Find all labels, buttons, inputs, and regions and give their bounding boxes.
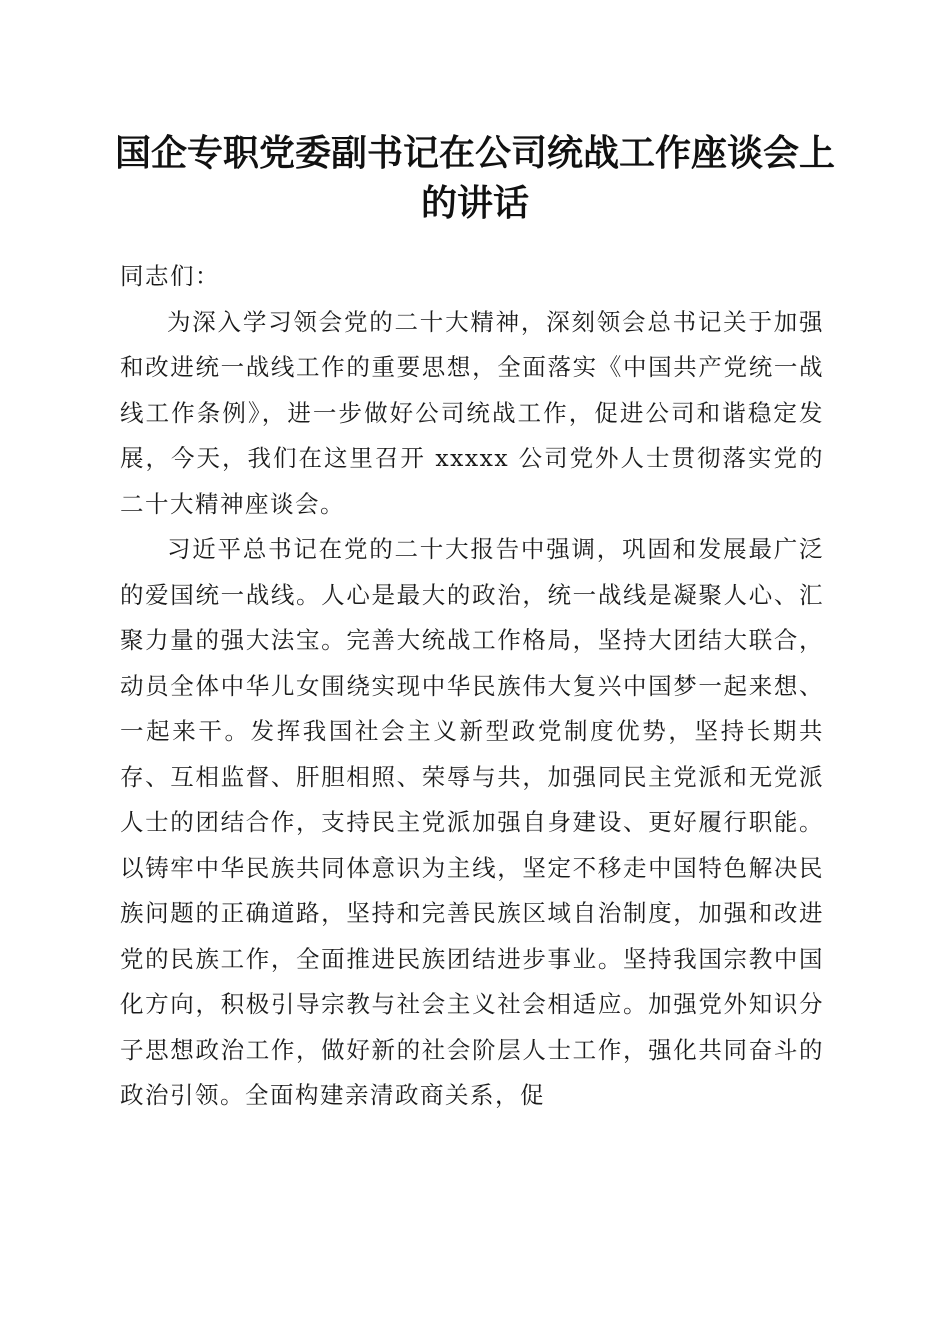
paragraph: 习近平总书记在党的二十大报告中强调，巩固和发展最广泛的爱国统一战线。人心是最大的政治，统一战线是凝聚人心、汇聚力量的强大法宝。完善大统战工作格局，坚持大团结大联合，动员全体中华儿女围绕实现中华民族伟大复兴中国梦一起来想、一起来干。发挥我国社会主义新型政党制度优势，坚持长期共存、互相监督、肝胆相照、荣辱与共，加强同民主党派和无党派人士的团结合作，支持民主党派加强自身建设、更好履行职能。以铸牢中华民族共同体意识为主线，坚定不移走中国特色解决民族问题的正确道路，坚持和完善民族区域自治制度，加强和改进党的民族工作，全面推进民族团结进步事业。坚持我国宗教中国化方向，积极引导宗教与社会主义社会相适应。加强党外知识分子思想政治工作，做好新的社会阶层人士工作，强化共同奋斗的政治引领。全面构建亲清政商关系，促 — [120, 535, 824, 1109]
paragraph: 为深入学习领会党的二十大精神，深刻领会总书记关于加强和改进统一战线工作的重要思想，全面落实《中国共产党统一战线工作条例》，进一步做好公司统战工作，促进公司和谐稳定发展，今天，我们在这里召开 xxxxx 公司党外人士贯彻落实党的二十大精神座谈会。 — [120, 307, 824, 518]
document-title: 国企专职党委副书记在公司统战工作座谈会上的讲话 — [114, 132, 835, 224]
document-body — [120, 254, 824, 1119]
salutation: 同志们： — [120, 262, 220, 290]
